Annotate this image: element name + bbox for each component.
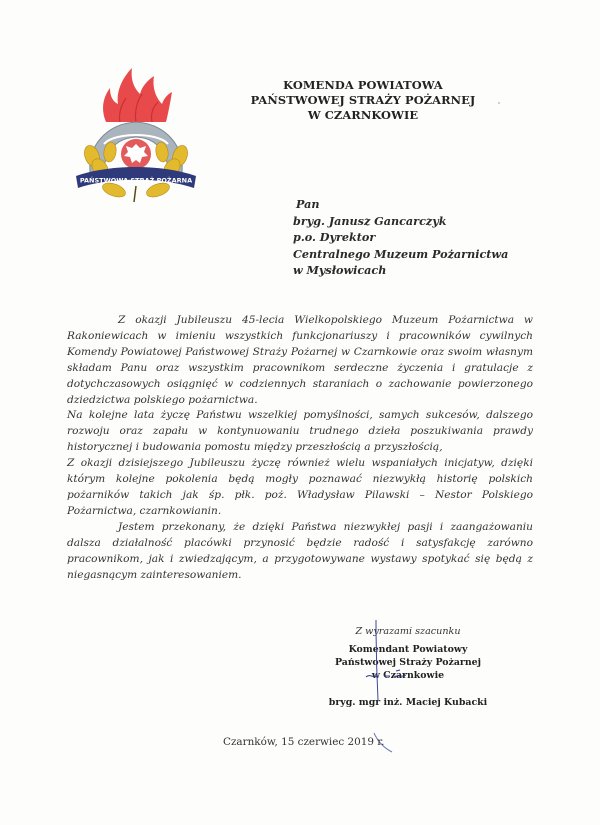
body-paragraph-2: Na kolejne lata życzę Państwu wszelkiej pomyślności, samych sukcesów, dalszego rozwoju oraz zapału w kontynuowaniu trudnego dzieła poszukiwania prawdy historycznej i budowania pomostu między przeszłością a przyszłością,	[67, 409, 533, 454]
letterhead	[232, 78, 494, 123]
scan-speck	[496, 100, 502, 106]
letterhead-line-3: W CZARNKOWIE	[307, 108, 419, 122]
addressee-institution: Centralnego Muzeum Pożarnictwa	[293, 246, 509, 261]
body-paragraph-3: Z okazji dzisiejszego Jubileuszu życzę również wielu wspaniałych inicjatyw, dzięki którym kolejne pokolenia będą mogły poznawać niezwykłą historię polskich pożarników takich jak śp. płk. poż. Władysław Pilawski – Nestor Polskiego Pożarnictwa, czarnkowianin.	[67, 457, 533, 517]
letterhead-line-1: KOMENDA POWIATOWA	[283, 78, 443, 92]
addressee-block	[293, 196, 508, 279]
signatory-name: bryg. mgr inż. Maciej Kubacki	[328, 697, 488, 708]
letter-body	[67, 313, 533, 583]
letterhead-line-2: PAŃSTWOWEJ STRAŻY POŻARNEJ	[250, 93, 476, 107]
flame-shape	[103, 68, 172, 122]
body-paragraph-4: Jestem przekonany, że dzięki Państwa niezwykłej pasji i zaangażowaniu dalsza działalność placówki przynosić będzie radość i satysfakcję zarówno pracownikom, jak i zwiedzającym, a przygotowywane wystawy spotykać się będą z niegasnącym zainteresowaniem.	[67, 520, 533, 581]
handwritten-signature	[360, 667, 420, 683]
addressee-name: bryg. Janusz Gancarczyk	[293, 213, 447, 228]
addressee-salutation: Pan	[296, 197, 320, 211]
addressee-position: p.o. Dyrektor	[293, 230, 376, 244]
addressee-location: w Mysłowicach	[293, 263, 387, 277]
banner-text: PAŃSTWOWA STRAŻ POŻARNA	[79, 176, 193, 185]
body-paragraph-1: Z okazji Jubileuszu 45-lecia Wielkopolskiego Muzeum Pożarnictwa w Rakoniewicach w imieniu wszystkich funkcjonariuszy i pracowników cywilnych Komendy Powiatowej Państwowej Straży Pożarnej w Czarnkowie oraz swoim własnym składam Panu oraz wszystkim pracownikom serdeczne życzenia i gratulacje z dotychczasowych osiągnięć w codziennych staraniach o zachowanie powierzonego dziedzictwa polskiego pożarnictwa.	[67, 314, 533, 406]
signatory-title-line-1: Komendant Powiatowy	[348, 644, 468, 655]
signatory-title-line-2: Państwowej Straży Pożarnej	[334, 657, 482, 668]
state-fire-service-emblem-icon	[70, 64, 202, 204]
letter-date: Czarnków, 15 czerwiec 2019 r.	[223, 736, 385, 748]
closing-phrase: Z wyrazami szacunku	[355, 626, 461, 637]
signatory-title-line-3: w Czarnkowie	[371, 670, 445, 681]
